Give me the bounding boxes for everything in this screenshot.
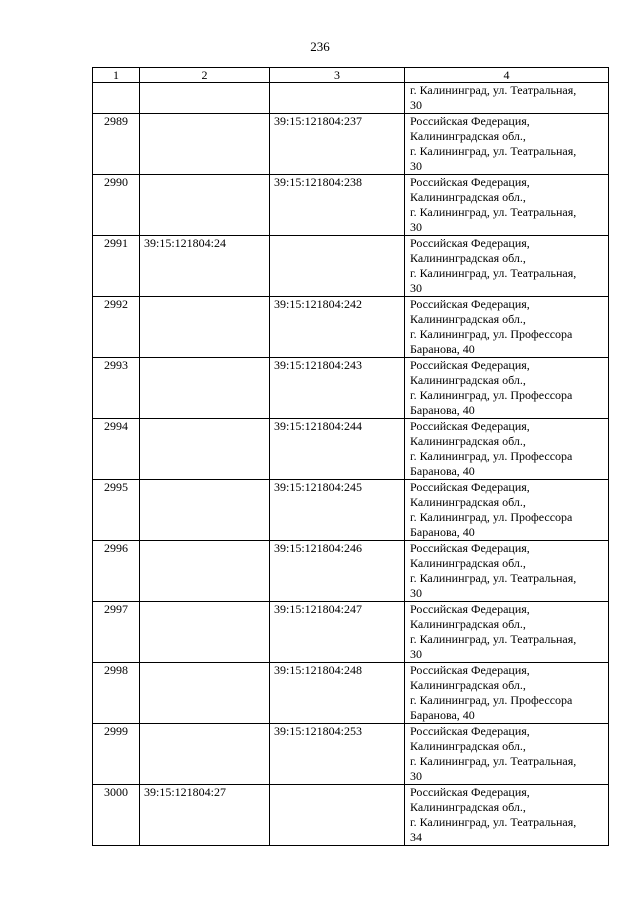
row-number-cell: 2991 xyxy=(93,236,140,297)
column-header-4: 4 xyxy=(405,68,609,83)
address-line: Российская Федерация, xyxy=(410,724,530,738)
table-row xyxy=(93,419,609,480)
address-cell xyxy=(405,785,609,846)
column-header-3: 3 xyxy=(270,68,405,83)
building-number-cell: 39:15:121804:243 xyxy=(270,358,405,419)
row-number-cell: 2999 xyxy=(93,724,140,785)
building-number-cell: 39:15:121804:244 xyxy=(270,419,405,480)
table-row xyxy=(93,724,609,785)
row-number-cell: 2989 xyxy=(93,114,140,175)
address-line: Российская Федерация, xyxy=(410,663,530,677)
table-row xyxy=(93,83,609,114)
address-line: г. Калининград, ул. Театральная, xyxy=(410,632,577,646)
table-row xyxy=(93,480,609,541)
address-line: Калининградская обл., xyxy=(410,312,526,326)
table-row xyxy=(93,358,609,419)
table-row xyxy=(93,602,609,663)
row-number-cell: 3000 xyxy=(93,785,140,846)
table-row xyxy=(93,663,609,724)
row-number-cell: 2990 xyxy=(93,175,140,236)
address-line: Российская Федерация, xyxy=(410,785,530,799)
address-line: 30 xyxy=(410,281,422,295)
address-line: Калининградская обл., xyxy=(410,678,526,692)
address-cell xyxy=(405,236,609,297)
address-line: Калининградская обл., xyxy=(410,556,526,570)
address-line: Российская Федерация, xyxy=(410,541,530,555)
address-line: Калининградская обл., xyxy=(410,800,526,814)
address-cell xyxy=(405,724,609,785)
address-line: г. Калининград, ул. Театральная, xyxy=(410,83,577,97)
building-number-cell: 39:15:121804:248 xyxy=(270,663,405,724)
column-header-2: 2 xyxy=(140,68,270,83)
address-line: г. Калининград, ул. Профессора xyxy=(410,510,573,524)
table-header-row xyxy=(93,68,609,83)
address-line: 30 xyxy=(410,220,422,234)
address-cell xyxy=(405,297,609,358)
register-table xyxy=(92,67,609,846)
address-line: Российская Федерация, xyxy=(410,419,530,433)
address-line: г. Калининград, ул. Театральная, xyxy=(410,266,577,280)
address-line: г. Калининград, ул. Профессора xyxy=(410,693,573,707)
row-number-cell: 2993 xyxy=(93,358,140,419)
table-row xyxy=(93,297,609,358)
table-row xyxy=(93,236,609,297)
address-line: Российская Федерация, xyxy=(410,114,530,128)
land-parcel-number-cell xyxy=(140,175,270,236)
address-line: Баранова, 40 xyxy=(410,342,475,356)
land-parcel-number-cell xyxy=(140,83,270,114)
table-row xyxy=(93,114,609,175)
land-parcel-number-cell xyxy=(140,480,270,541)
address-cell xyxy=(405,541,609,602)
table-body xyxy=(93,83,609,846)
row-number-cell: 2992 xyxy=(93,297,140,358)
land-parcel-number-cell xyxy=(140,724,270,785)
land-parcel-number-cell xyxy=(140,297,270,358)
address-line: 30 xyxy=(410,769,422,783)
row-number-cell: 2997 xyxy=(93,602,140,663)
building-number-cell: 39:15:121804:245 xyxy=(270,480,405,541)
address-line: г. Калининград, ул. Профессора xyxy=(410,327,573,341)
address-cell xyxy=(405,358,609,419)
address-line: г. Калининград, ул. Театральная, xyxy=(410,571,577,585)
table-row xyxy=(93,175,609,236)
address-line: Баранова, 40 xyxy=(410,403,475,417)
land-parcel-number-cell xyxy=(140,541,270,602)
land-parcel-number-cell xyxy=(140,419,270,480)
address-cell xyxy=(405,602,609,663)
address-line: Калининградская обл., xyxy=(410,373,526,387)
address-cell xyxy=(405,114,609,175)
address-line: Российская Федерация, xyxy=(410,358,530,372)
land-parcel-number-cell xyxy=(140,358,270,419)
address-line: г. Калининград, ул. Профессора xyxy=(410,388,573,402)
address-cell xyxy=(405,175,609,236)
address-line: г. Калининград, ул. Театральная, xyxy=(410,144,577,158)
land-parcel-number-cell: 39:15:121804:24 xyxy=(140,236,270,297)
column-header-1: 1 xyxy=(93,68,140,83)
row-number-cell: 2994 xyxy=(93,419,140,480)
building-number-cell xyxy=(270,785,405,846)
row-number-cell xyxy=(93,83,140,114)
address-line: Баранова, 40 xyxy=(410,464,475,478)
address-line: 30 xyxy=(410,586,422,600)
address-line: Калининградская обл., xyxy=(410,434,526,448)
address-line: г. Калининград, ул. Театральная, xyxy=(410,815,577,829)
building-number-cell: 39:15:121804:246 xyxy=(270,541,405,602)
address-line: Российская Федерация, xyxy=(410,175,530,189)
building-number-cell: 39:15:121804:238 xyxy=(270,175,405,236)
address-cell xyxy=(405,663,609,724)
address-line: Калининградская обл., xyxy=(410,739,526,753)
land-parcel-number-cell: 39:15:121804:27 xyxy=(140,785,270,846)
building-number-cell xyxy=(270,236,405,297)
address-line: 30 xyxy=(410,98,422,112)
address-line: Калининградская обл., xyxy=(410,617,526,631)
row-number-cell: 2996 xyxy=(93,541,140,602)
address-line: 34 xyxy=(410,830,422,844)
address-line: Российская Федерация, xyxy=(410,236,530,250)
address-line: г. Калининград, ул. Профессора xyxy=(410,449,573,463)
address-line: Российская Федерация, xyxy=(410,602,530,616)
address-line: г. Калининград, ул. Театральная, xyxy=(410,754,577,768)
building-number-cell: 39:15:121804:253 xyxy=(270,724,405,785)
land-parcel-number-cell xyxy=(140,663,270,724)
address-line: Калининградская обл., xyxy=(410,251,526,265)
address-line: г. Калининград, ул. Театральная, xyxy=(410,205,577,219)
address-line: Российская Федерация, xyxy=(410,297,530,311)
page-number: 236 xyxy=(310,39,330,54)
table-row xyxy=(93,541,609,602)
building-number-cell: 39:15:121804:242 xyxy=(270,297,405,358)
address-cell xyxy=(405,419,609,480)
building-number-cell xyxy=(270,83,405,114)
address-line: Калининградская обл., xyxy=(410,190,526,204)
address-cell xyxy=(405,83,609,114)
building-number-cell: 39:15:121804:237 xyxy=(270,114,405,175)
land-parcel-number-cell xyxy=(140,114,270,175)
address-line: 30 xyxy=(410,647,422,661)
address-line: 30 xyxy=(410,159,422,173)
row-number-cell: 2995 xyxy=(93,480,140,541)
address-line: Баранова, 40 xyxy=(410,525,475,539)
land-parcel-number-cell xyxy=(140,602,270,663)
building-number-cell: 39:15:121804:247 xyxy=(270,602,405,663)
address-line: Калининградская обл., xyxy=(410,129,526,143)
address-line: Российская Федерация, xyxy=(410,480,530,494)
address-line: Калининградская обл., xyxy=(410,495,526,509)
table-row xyxy=(93,785,609,846)
address-cell xyxy=(405,480,609,541)
address-line: Баранова, 40 xyxy=(410,708,475,722)
row-number-cell: 2998 xyxy=(93,663,140,724)
